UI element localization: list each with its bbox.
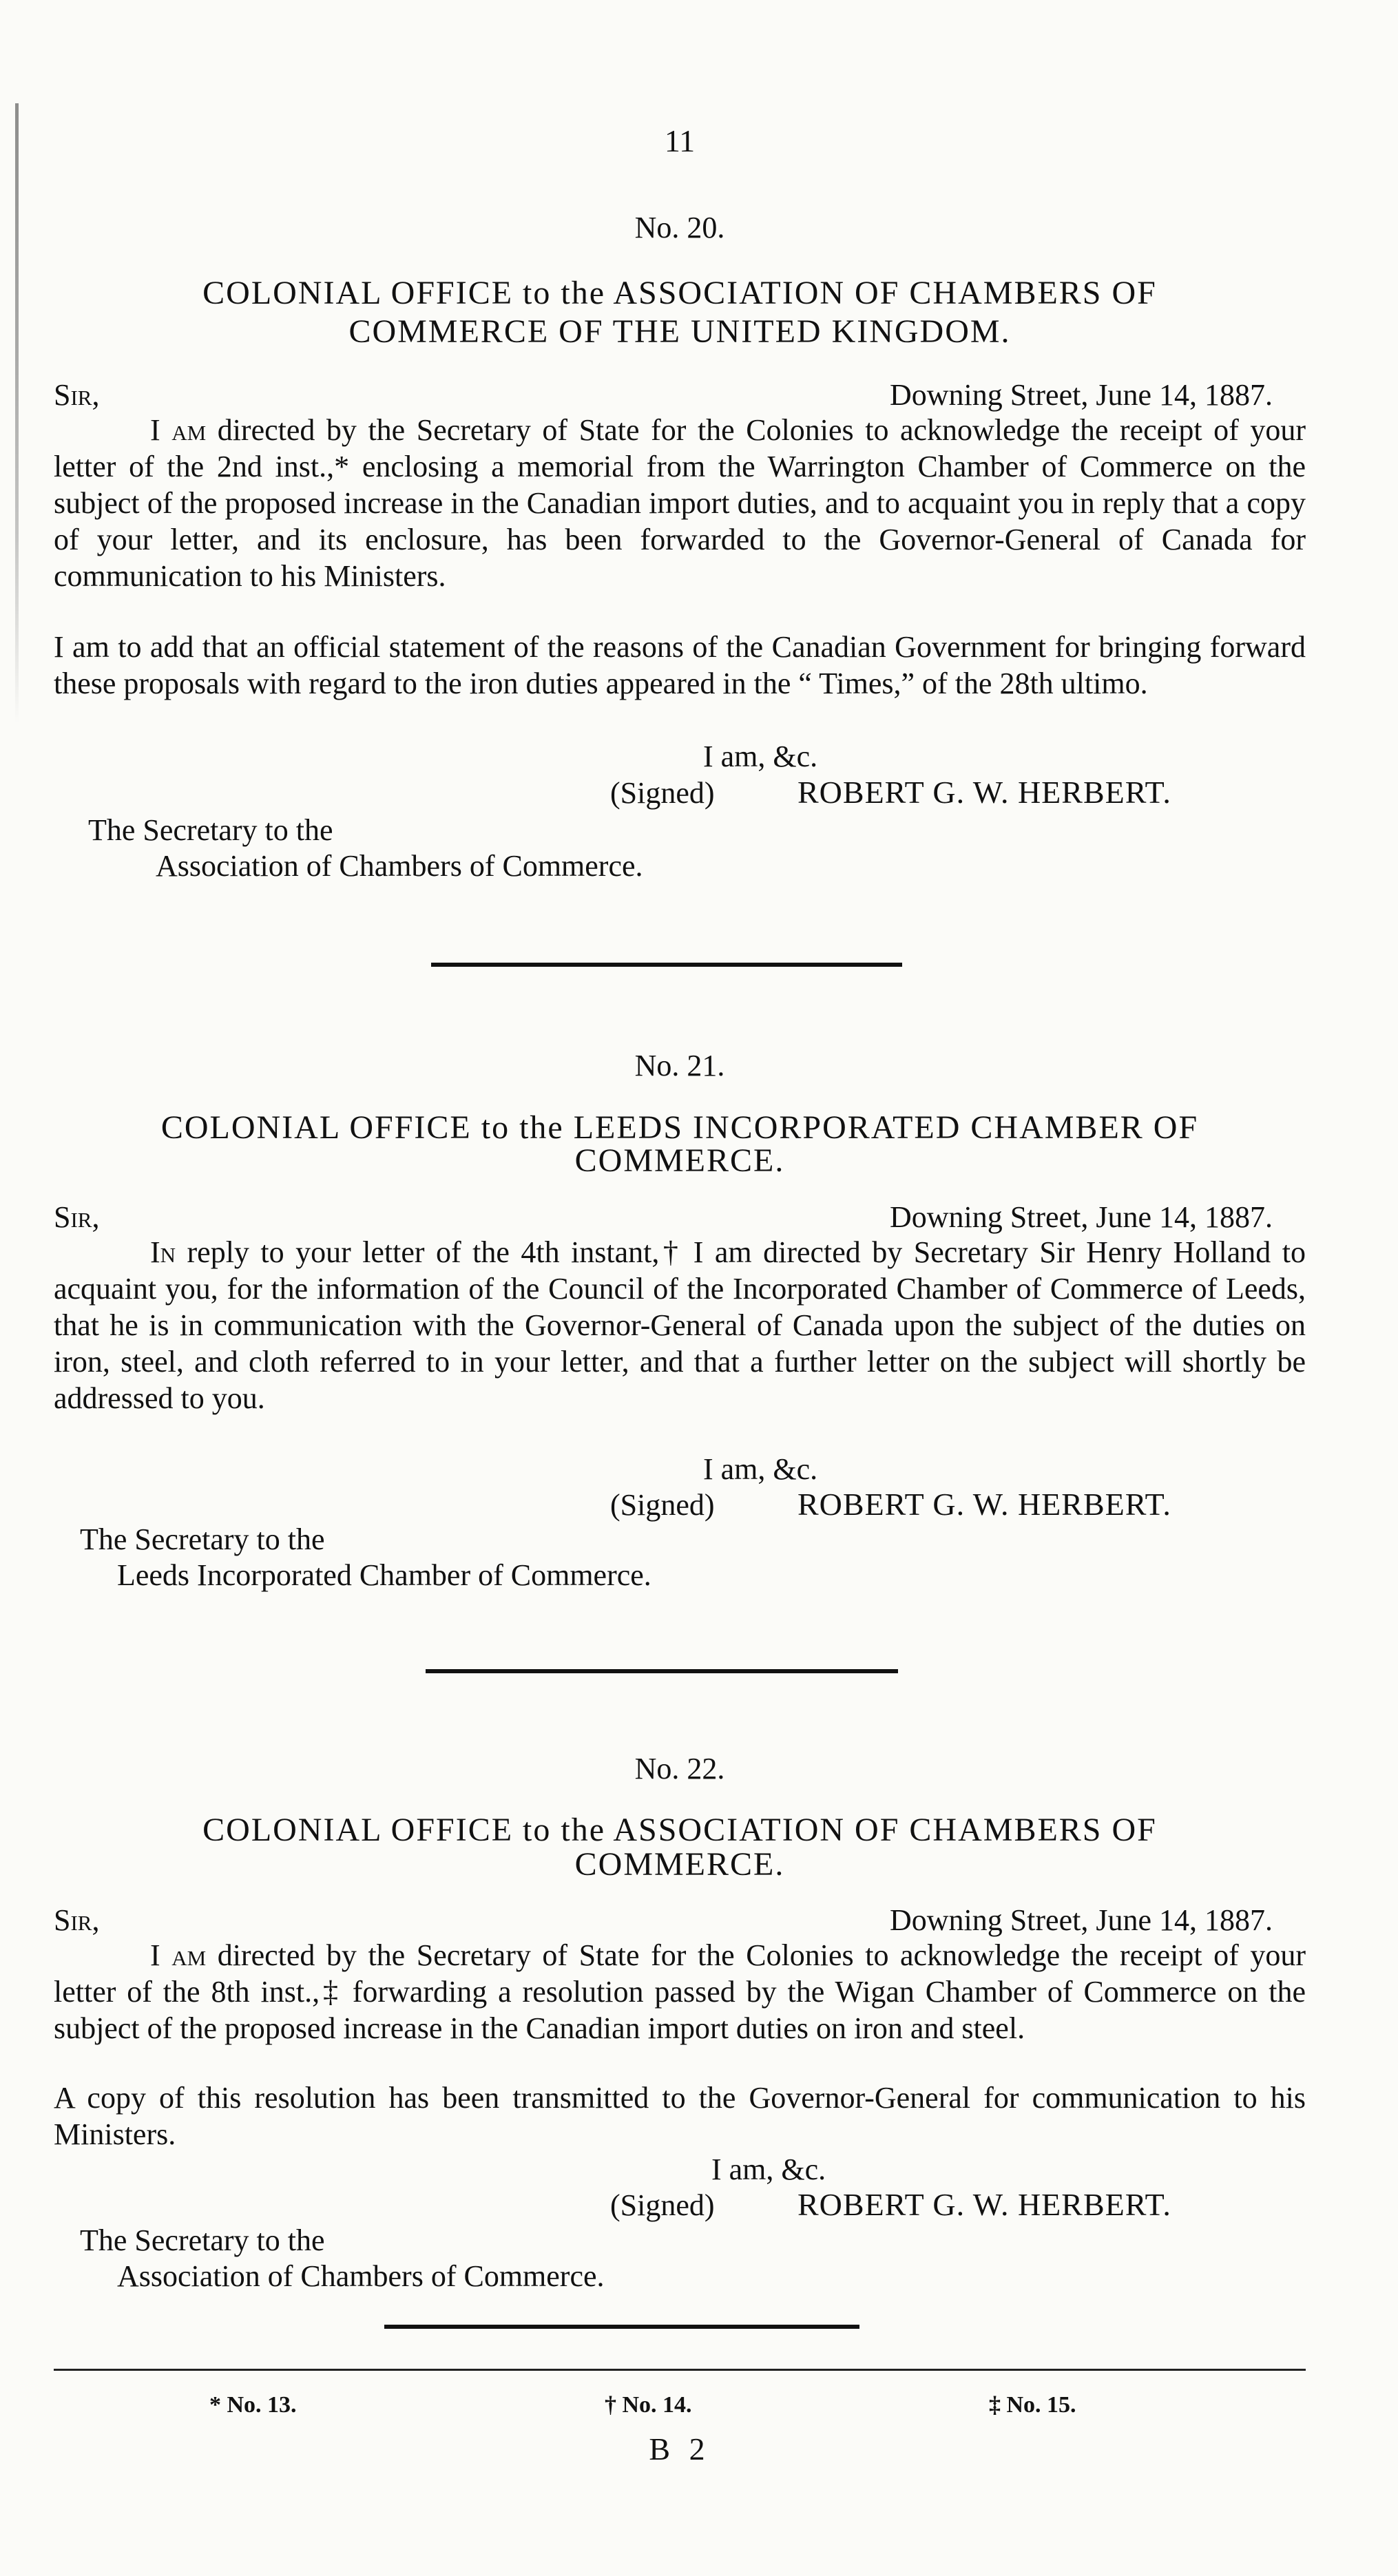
section-21-salutation: Sir, <box>54 1200 100 1234</box>
section-20-dateline: Downing Street, June 14, 1887. <box>889 378 1273 412</box>
section-21-divider <box>426 1669 898 1673</box>
section-20-para1-body: directed by the Secretary of State for the Colonies to acknowledge the receipt of your letter of the 2nd inst.,* enclosing a memorial from the Warrington Chamber of Commerce on the subject of the proposed increase in the Canadian import duties, and to acquaint you in reply that a copy of your letter, and its enclosure, has been forwarded to the Governor-General of Canada for communication to his Ministers. <box>54 413 1306 593</box>
section-20-divider <box>431 963 902 967</box>
section-20-para1-lead: I am <box>150 413 207 447</box>
section-22-signed: (Signed) <box>610 2188 715 2222</box>
section-21-para1-body: reply to your letter of the 4th instant,† I am directed by Secretary Sir Henry Holland to acquaint you, for the information of the Council of the Incorporated Chamber of Commerce of Leeds, that he is in communication with the Governor-General of Canada upon the subject of the duties on iron, steel, and cloth referred to in your letter, and that a further letter on the subject will shortly be addressed to you. <box>54 1235 1306 1415</box>
section-22-divider <box>384 2325 859 2329</box>
printer-signature-mark: B 2 <box>649 2431 711 2467</box>
section-20-signer: ROBERT G. W. HERBERT. <box>797 775 1171 810</box>
section-20-number: No. 20. <box>634 211 725 244</box>
section-22-addressee-line2: Association of Chambers of Commerce. <box>117 2259 605 2293</box>
section-21-addressee-line2: Leeds Incorporated Chamber of Commerce. <box>117 1558 651 1592</box>
section-22-salutation: Sir, <box>54 1903 100 1937</box>
binding-edge-mark <box>15 103 19 723</box>
section-20-heading-line2: COMMERCE OF THE UNITED KINGDOM. <box>348 313 1011 350</box>
section-20-salutation: Sir, <box>54 378 100 412</box>
section-21-number: No. 21. <box>634 1049 725 1082</box>
section-22-signer: ROBERT G. W. HERBERT. <box>797 2187 1171 2222</box>
section-20-addressee-line1: The Secretary to the <box>88 813 333 847</box>
footnote-2: † No. 14. <box>605 2392 692 2418</box>
section-21-heading-line1: COLONIAL OFFICE to the LEEDS INCORPORATED CHAMBER OF <box>160 1109 1199 1146</box>
section-22-heading-line1: COLONIAL OFFICE to the ASSOCIATION OF CHAMBERS OF <box>202 1812 1157 1848</box>
section-22-number: No. 22. <box>634 1752 725 1786</box>
section-22-heading-line2: COMMERCE. <box>574 1846 785 1883</box>
section-21-signer: ROBERT G. W. HERBERT. <box>797 1487 1171 1522</box>
section-22-closing: I am, &c. <box>711 2153 826 2186</box>
section-21-dateline: Downing Street, June 14, 1887. <box>889 1200 1273 1234</box>
page-number: 11 <box>664 123 696 158</box>
footnote-rule <box>54 2369 1306 2371</box>
section-21-heading-line2: COMMERCE. <box>574 1142 785 1179</box>
section-21-closing: I am, &c. <box>703 1452 818 1486</box>
section-20-addressee-line2: Association of Chambers of Commerce. <box>156 849 643 883</box>
section-20-closing: I am, &c. <box>703 740 818 773</box>
section-21-para1-lead: In <box>150 1235 176 1269</box>
section-20-paragraph-2: I am to add that an official statement of the reasons of the Canadian Government for bringing forward these proposals with regard to the iron duties appeared in the “ Times,” of the 28th ultimo. <box>54 630 1306 700</box>
section-20-signed: (Signed) <box>610 776 715 810</box>
section-20-heading-line1: COLONIAL OFFICE to the ASSOCIATION OF CHAMBERS OF <box>202 275 1157 311</box>
section-21-signed: (Signed) <box>610 1488 715 1522</box>
footnote-1: * No. 13. <box>209 2392 297 2418</box>
section-22-dateline: Downing Street, June 14, 1887. <box>889 1903 1273 1937</box>
section-21-addressee-line1: The Secretary to the <box>80 1522 325 1556</box>
section-20-paragraph-1 <box>54 412 1306 594</box>
section-22-paragraph-1 <box>54 1937 1306 2046</box>
section-22-para1-lead: I am <box>150 1938 207 1972</box>
section-22-para1-body: directed by the Secretary of State for the Colonies to acknowledge the receipt of your letter of the 8th inst.,‡ forwarding a resolution passed by the Wigan Chamber of Commerce on the subject of the proposed increase in the Canadian import duties on iron and steel. <box>54 1938 1306 2045</box>
section-21-paragraph-1 <box>54 1234 1306 1416</box>
section-22-addressee-line1: The Secretary to the <box>80 2223 325 2257</box>
section-22-paragraph-2: A copy of this resolution has been transmitted to the Governor-General for communication to his Ministers. <box>54 2081 1306 2151</box>
footnote-3: ‡ No. 15. <box>989 2392 1076 2418</box>
